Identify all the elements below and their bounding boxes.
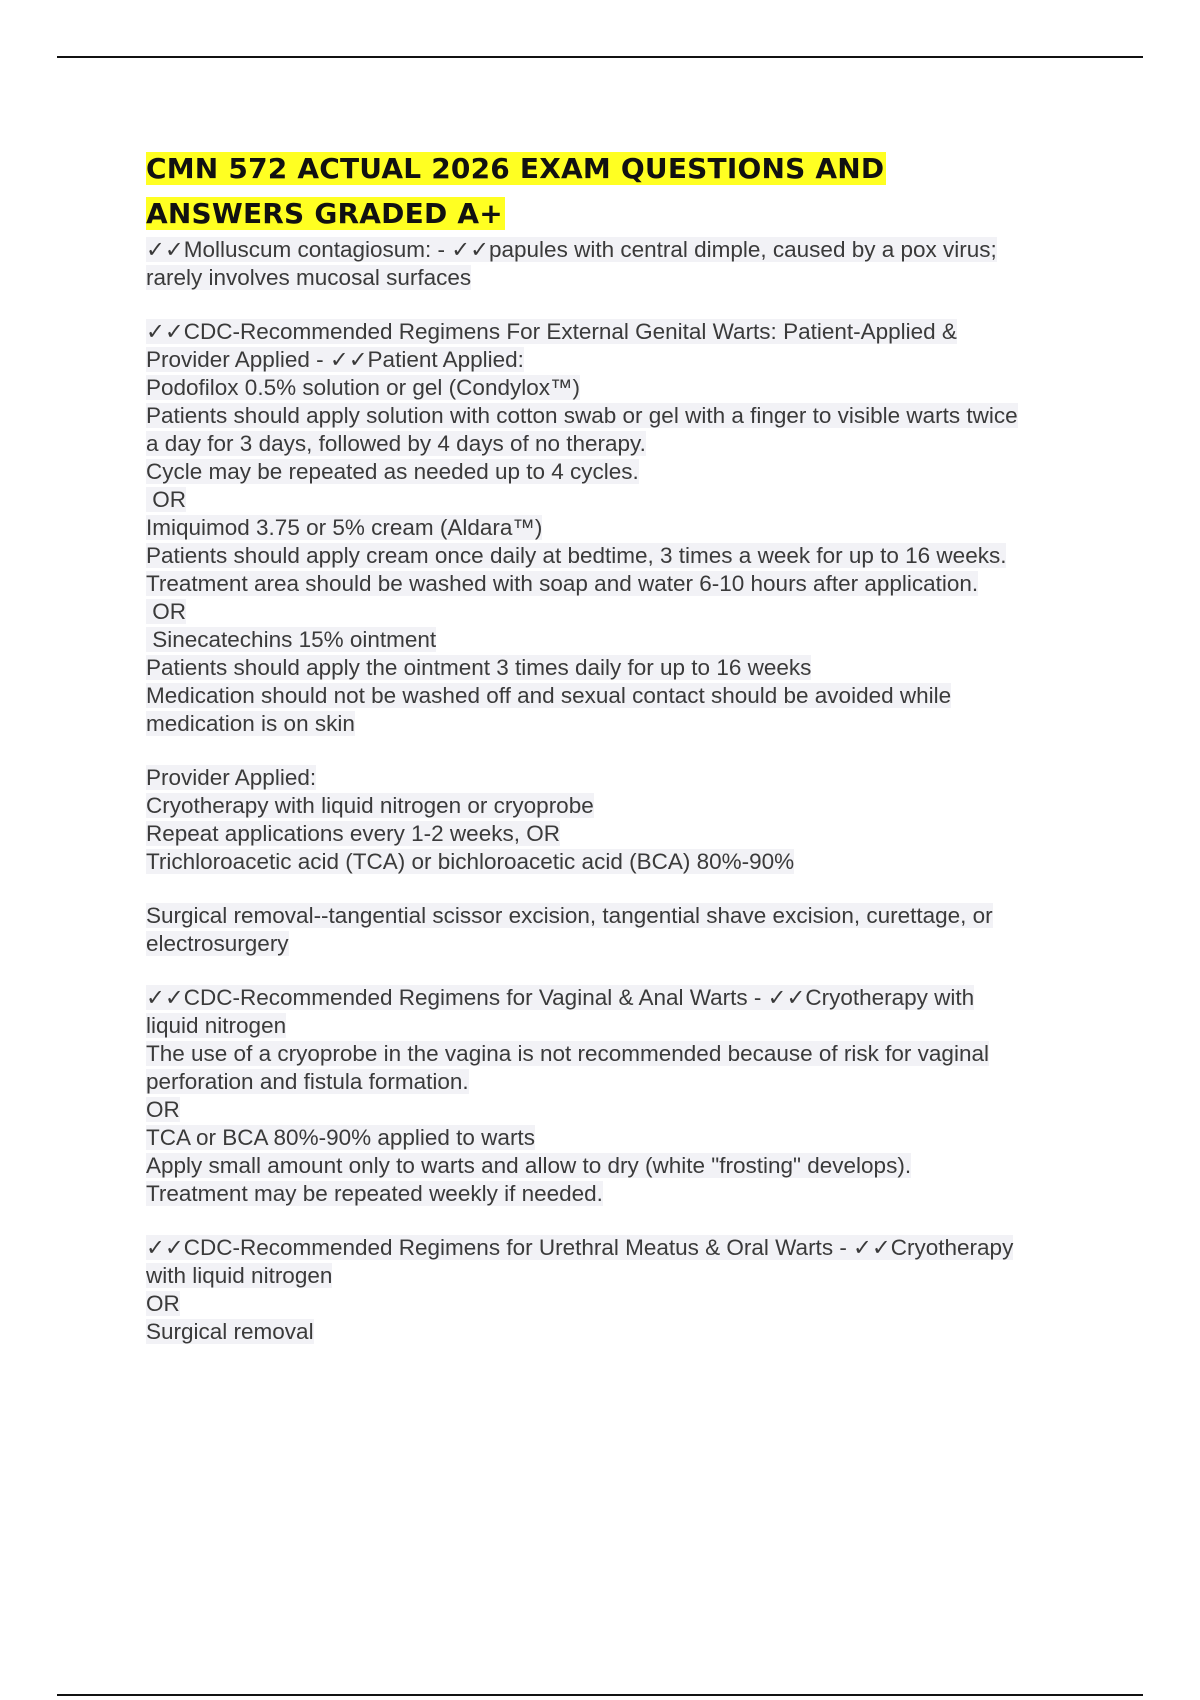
text-line xyxy=(146,710,1106,738)
text-line xyxy=(146,1096,1106,1124)
text-line xyxy=(146,1262,1106,1290)
footer-rule xyxy=(57,1694,1143,1696)
text-line-content: Medication should not be washed off and sexual contact should be avoided while xyxy=(146,683,952,708)
text-line-content: OR xyxy=(146,487,187,512)
text-line-content: Treatment may be repeated weekly if needed. xyxy=(146,1181,603,1206)
text-line-content: perforation and fistula formation. xyxy=(146,1069,469,1094)
text-line-content: Cryotherapy with liquid nitrogen or cryoprobe xyxy=(146,793,594,818)
text-line-content: ✓✓CDC-Recommended Regimens for Urethral Meatus & Oral Warts - ✓✓Cryotherapy xyxy=(146,1235,1014,1260)
text-line-content: Cycle may be repeated as needed up to 4 cycles. xyxy=(146,459,639,484)
paragraph-gap xyxy=(146,876,1106,902)
text-line-content: OR xyxy=(146,599,187,624)
text-line xyxy=(146,764,1106,792)
text-line xyxy=(146,984,1106,1012)
text-line-content: Patients should apply the ointment 3 times daily for up to 16 weeks xyxy=(146,655,812,680)
text-line-content: Repeat applications every 1-2 weeks, OR xyxy=(146,821,560,846)
text-block xyxy=(146,236,1106,1346)
text-line xyxy=(146,458,1106,486)
text-line xyxy=(146,486,1106,514)
text-line xyxy=(146,626,1106,654)
text-line-content: a day for 3 days, followed by 4 days of no therapy. xyxy=(146,431,646,456)
text-line xyxy=(146,1012,1106,1040)
text-line-content: Trichloroacetic acid (TCA) or bichloroacetic acid (BCA) 80%-90% xyxy=(146,849,795,874)
text-line-content: Treatment area should be washed with soap and water 6-10 hours after application. xyxy=(146,571,979,596)
text-line xyxy=(146,1234,1106,1262)
text-line-content: Surgical removal xyxy=(146,1319,314,1344)
text-line xyxy=(146,1290,1106,1318)
text-line xyxy=(146,1180,1106,1208)
text-line-content: The use of a cryoprobe in the vagina is not recommended because of risk for vaginal xyxy=(146,1041,989,1066)
text-line-content: with liquid nitrogen xyxy=(146,1263,333,1288)
paragraph-gap xyxy=(146,1208,1106,1234)
text-line xyxy=(146,402,1106,430)
text-line-content: ✓✓CDC-Recommended Regimens for Vaginal & Anal Warts - ✓✓Cryotherapy with xyxy=(146,985,975,1010)
title-line-1: CMN 572 ACTUAL 2026 EXAM QUESTIONS AND xyxy=(146,152,885,185)
text-line-content: Patients should apply solution with cotton swab or gel with a finger to visible warts twice xyxy=(146,403,1018,428)
text-line xyxy=(146,1152,1106,1180)
paragraph-gap xyxy=(146,958,1106,984)
title-line-2: ANSWERS GRADED A+ xyxy=(146,197,503,230)
text-line xyxy=(146,792,1106,820)
text-line xyxy=(146,598,1106,626)
text-line xyxy=(146,570,1106,598)
text-line-content: electrosurgery xyxy=(146,931,289,956)
text-line xyxy=(146,1318,1106,1346)
text-line xyxy=(146,1124,1106,1152)
text-line xyxy=(146,374,1106,402)
text-line-content: Provider Applied - ✓✓Patient Applied: xyxy=(146,347,524,372)
text-line-content: Sinecatechins 15% ointment xyxy=(146,627,437,652)
text-line-content: Patients should apply cream once daily at bedtime, 3 times a week for up to 16 weeks. xyxy=(146,543,1007,568)
text-line xyxy=(146,930,1106,958)
text-line xyxy=(146,264,1106,292)
text-line-content: Podofilox 0.5% solution or gel (Condylox™) xyxy=(146,375,580,400)
text-line-content: Surgical removal--tangential scissor excision, tangential shave excision, curettage, or xyxy=(146,903,993,928)
text-line-content: Apply small amount only to warts and allow to dry (white "frosting" develops). xyxy=(146,1153,912,1178)
text-line xyxy=(146,1068,1106,1096)
text-line-content: medication is on skin xyxy=(146,711,355,736)
text-line xyxy=(146,346,1106,374)
text-line-content: rarely involves mucosal surfaces xyxy=(146,265,472,290)
text-line xyxy=(146,682,1106,710)
text-line-content: OR xyxy=(146,1097,180,1122)
text-line-content: ✓✓Molluscum contagiosum: - ✓✓papules with central dimple, caused by a pox virus; xyxy=(146,237,997,262)
text-line xyxy=(146,514,1106,542)
text-line-content: TCA or BCA 80%-90% applied to warts xyxy=(146,1125,535,1150)
text-line-content: Provider Applied: xyxy=(146,765,317,790)
text-line xyxy=(146,1040,1106,1068)
paragraph-gap xyxy=(146,738,1106,764)
text-line xyxy=(146,654,1106,682)
text-line xyxy=(146,236,1106,264)
paragraph-gap xyxy=(146,292,1106,318)
text-line xyxy=(146,430,1106,458)
text-line xyxy=(146,902,1106,930)
text-line xyxy=(146,318,1106,346)
document-body xyxy=(146,146,1106,1346)
header-rule xyxy=(57,56,1143,58)
text-line-content: ✓✓CDC-Recommended Regimens For External Genital Warts: Patient-Applied & xyxy=(146,319,957,344)
text-line xyxy=(146,848,1106,876)
document-title xyxy=(146,146,1106,236)
text-line-content: Imiquimod 3.75 or 5% cream (Aldara™) xyxy=(146,515,543,540)
text-line xyxy=(146,820,1106,848)
text-line xyxy=(146,542,1106,570)
text-line-content: liquid nitrogen xyxy=(146,1013,287,1038)
text-line-content: OR xyxy=(146,1291,180,1316)
